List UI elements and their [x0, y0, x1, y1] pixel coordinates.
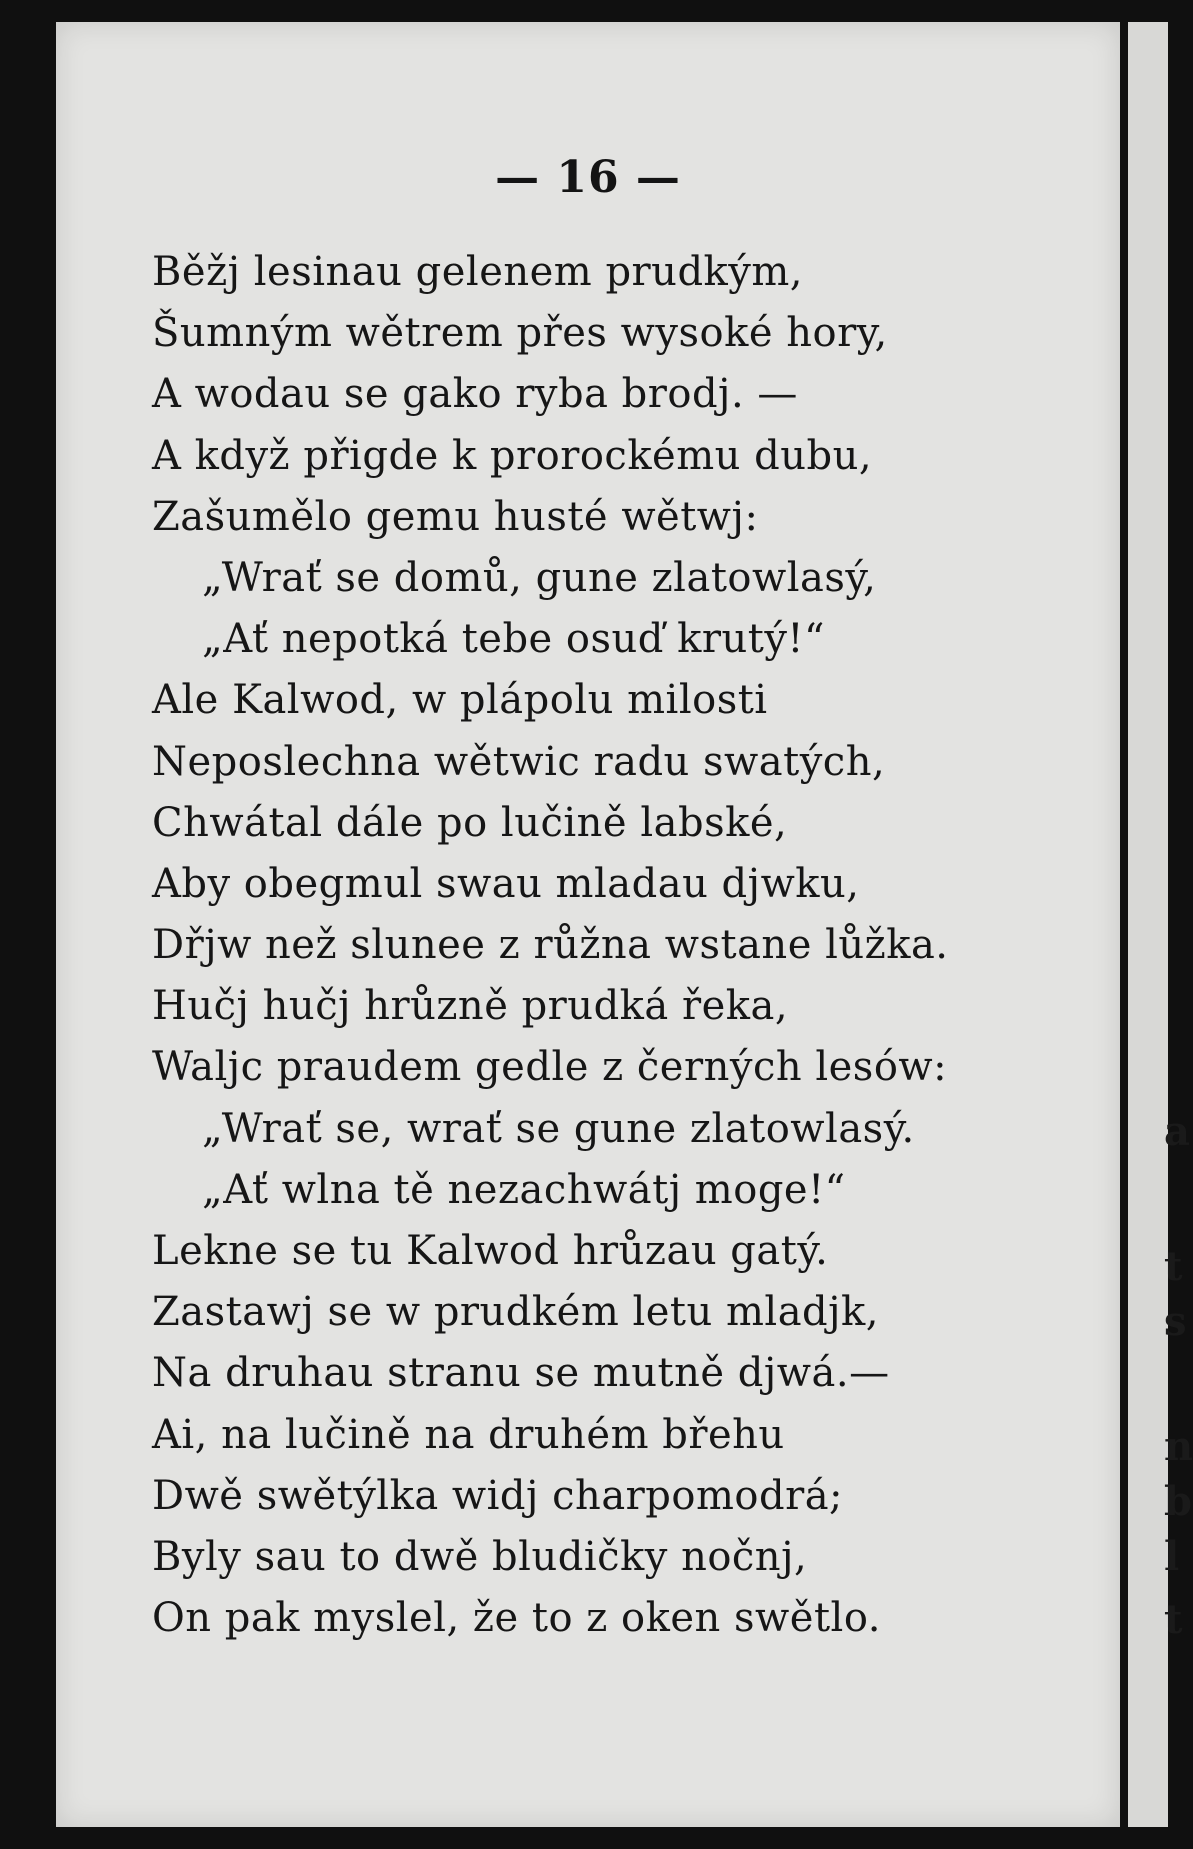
next-page-letter: a: [1164, 1108, 1190, 1155]
poem-line: Běžj lesinau gelenem prudkým,: [152, 249, 804, 295]
poem-line: Šumným wětrem přes wysoké hory,: [152, 310, 888, 357]
poem-line: „Ať wlna tě nezachwátj moge!“: [202, 1166, 846, 1213]
next-page-letter: b: [1164, 1478, 1192, 1525]
poem-line: „Ať nepotká tebe osuď krutý!“: [202, 616, 825, 663]
poem-line: Neposlechna wětwic radu swatých,: [152, 738, 886, 785]
poem-text: [152, 242, 1112, 1649]
poem-line: On pak myslel, že to z oken swětlo.: [152, 1595, 881, 1642]
poem-line: Chwátal dále po lučině labské,: [152, 799, 788, 846]
next-page-letter: l: [1164, 1533, 1180, 1580]
poem-line: A když přigde k prorockému dubu,: [152, 432, 873, 479]
poem-line: Ai, na lučině na druhém břehu: [152, 1411, 785, 1458]
poem-line: „Wrať se domů, gune zlatowlasý,: [202, 554, 877, 601]
poem-line: Na druhau stranu se mutně djwá.—: [152, 1350, 890, 1397]
poem-line: Waljc praudem gedle z černých lesów:: [152, 1044, 948, 1091]
poem-line: Dřjw než slunee z růžna wstane lůžka.: [152, 922, 949, 969]
poem-line: Byly sau to dwě bludičky nočnj,: [152, 1533, 808, 1580]
next-page-letter: n: [1164, 1423, 1193, 1470]
next-page-letter: t: [1164, 1596, 1183, 1643]
next-page-letter: t: [1164, 1243, 1183, 1290]
poem-line: A wodau se gako ryba brodj. —: [152, 371, 798, 418]
next-page-letter: s: [1164, 1298, 1187, 1345]
poem-line: Ale Kalwod, w plápolu milosti: [152, 677, 768, 724]
page-number: — 16 —: [495, 152, 681, 203]
next-page-edge: [1128, 22, 1193, 1827]
poem-line: Lekne se tu Kalwod hrůzau gatý.: [152, 1228, 829, 1274]
poem-line: Zastawj se w prudkém letu mladjk,: [152, 1289, 880, 1336]
poem-line: „Wrať se, wrať se gune zlatowlasý.: [202, 1105, 915, 1152]
book-page: [56, 22, 1120, 1827]
poem-line: Dwě swětýlka widj charpomodrá;: [152, 1472, 844, 1519]
poem-line: Aby obegmul swau mladau djwku,: [152, 860, 860, 907]
poem-line: Hučj hučj hrůzně prudká řeka,: [152, 983, 789, 1030]
poem-line: Zašumělo gemu husté wětwj:: [152, 493, 759, 540]
